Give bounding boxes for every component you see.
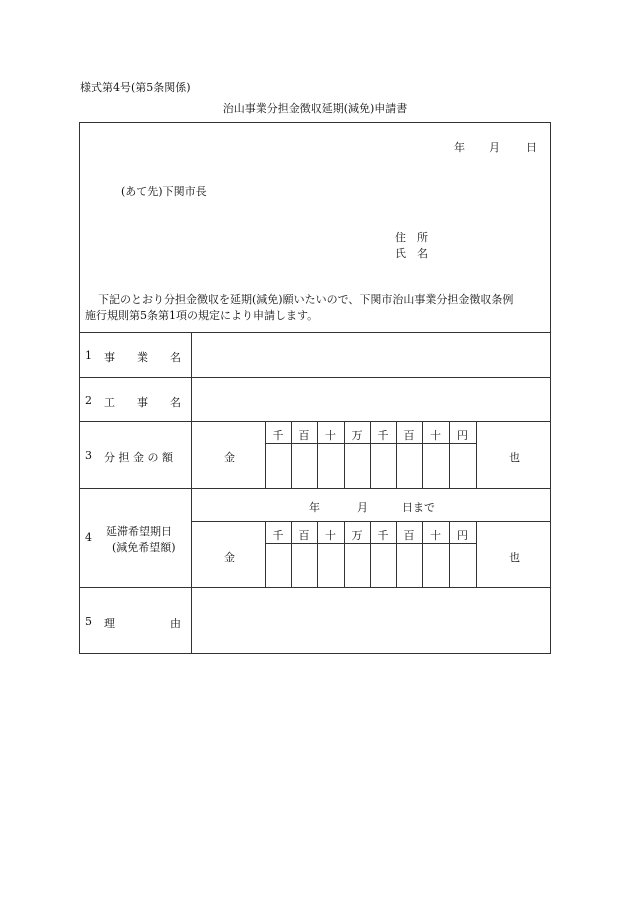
row3-number: 3 (85, 449, 92, 462)
row3-unit-6: 十 (430, 429, 441, 442)
row2-number: 2 (85, 394, 92, 407)
row4-unit-1: 百 (298, 529, 310, 542)
row4-unit-7: 円 (457, 529, 468, 542)
document-title: 治山事業分担金徴収延期(減免)申請書 (222, 102, 408, 115)
row3-unit-4: 千 (377, 429, 389, 442)
row3-unit-3: 万 (351, 429, 363, 442)
row5-label: 理 由 (104, 617, 181, 630)
row3-unit-divider (265, 443, 476, 444)
deadline-day-until-label: 日まで (402, 501, 435, 514)
deadline-year-label: 年 (309, 501, 320, 514)
row4-unit-3: 万 (351, 529, 363, 542)
row3-unit-7: 円 (457, 429, 468, 442)
divider-row2 (80, 421, 550, 422)
date-month-label: 月 (489, 141, 500, 154)
row3-unit-1: 百 (298, 429, 310, 442)
address-label: 住 所 (395, 231, 428, 244)
construction-name-field[interactable] (192, 378, 550, 421)
row4-kin-label: 金 (224, 551, 235, 564)
statement-line-1: 下記のとおり分担金徴収を延期(減免)願いたいので、下関市治山事業分担金徴収条例 (98, 293, 514, 306)
row4-unit-6: 十 (430, 529, 441, 542)
row1-label: 事 業 名 (104, 351, 181, 364)
application-form (79, 122, 551, 654)
row4-label-line2: (減免希望額) (112, 541, 176, 554)
row3-unit-5: 百 (403, 429, 415, 442)
row4-unit-0: 千 (272, 529, 284, 542)
row3-nari-label: 也 (509, 451, 520, 464)
statement-line-2: 施行規則第5条第1項の規定により申請します。 (85, 309, 319, 322)
reason-field[interactable] (192, 588, 550, 653)
row4-unit-2: 十 (325, 529, 336, 542)
row5-number: 5 (85, 615, 92, 628)
project-name-field[interactable] (192, 333, 550, 377)
divider-row3 (80, 488, 550, 489)
row4-unit-divider (265, 543, 476, 544)
date-year-label: 年 (454, 141, 465, 154)
row3-unit-2: 十 (325, 429, 336, 442)
form-number: 様式第4号(第5条関係) (80, 81, 191, 94)
row4-number: 4 (85, 531, 92, 544)
row4-grid-right (476, 521, 477, 587)
row4-label-line1: 延滞希望期日 (106, 525, 172, 538)
date-day-label: 日 (526, 141, 537, 154)
row2-label: 工 事 名 (104, 396, 181, 409)
row4-unit-4: 千 (377, 529, 389, 542)
row4-unit-5: 百 (403, 529, 415, 542)
row3-grid-right (476, 421, 477, 488)
addressee: (あて先)下関市長 (121, 185, 207, 198)
row3-kin-label: 金 (224, 451, 235, 464)
row4-nari-label: 也 (509, 551, 520, 564)
deadline-month-label: 月 (357, 501, 368, 514)
row3-label: 分 担 金 の 額 (104, 451, 173, 464)
row1-number: 1 (85, 349, 92, 362)
row3-unit-0: 千 (272, 429, 284, 442)
name-label: 氏 名 (395, 247, 428, 260)
